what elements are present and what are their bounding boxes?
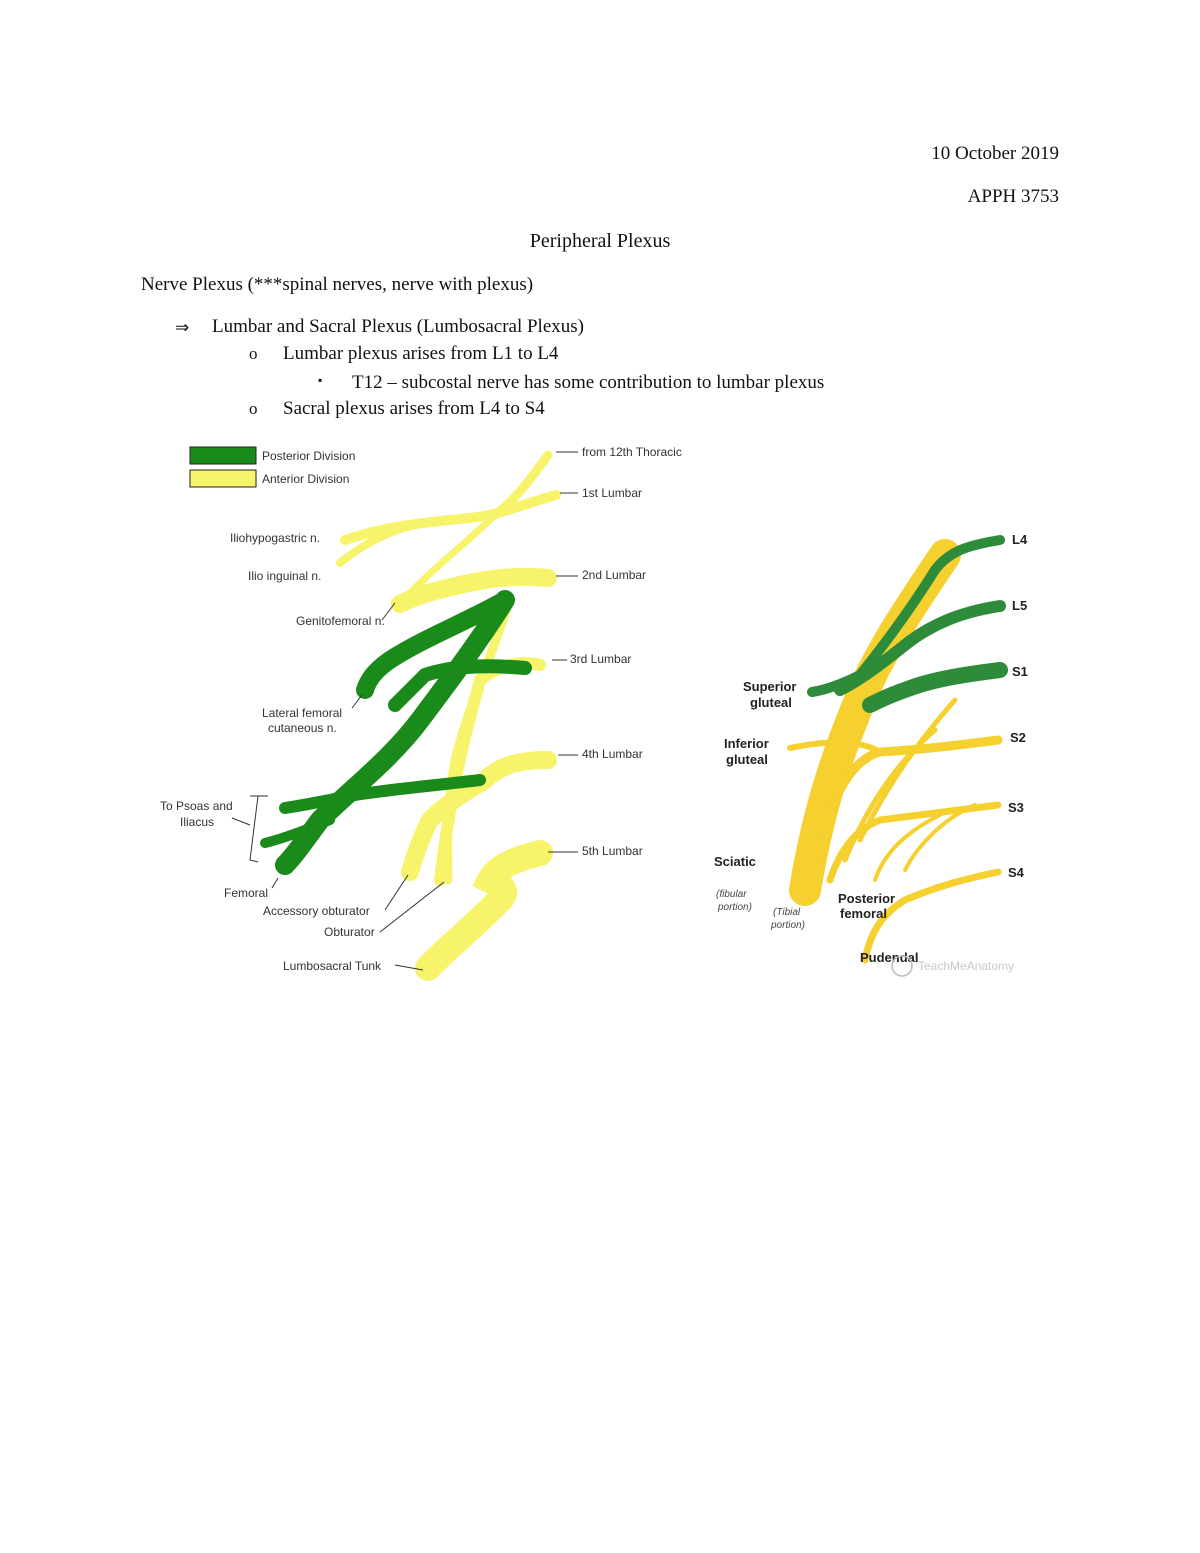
sacral-root-s3: S3 bbox=[1008, 800, 1024, 815]
fibular-portion-label-line2: portion) bbox=[718, 902, 752, 913]
legend-anterior-swatch bbox=[190, 470, 256, 487]
tibial-portion-label: (Tibial bbox=[773, 907, 801, 918]
sacral-root-l4: L4 bbox=[1012, 532, 1028, 547]
arrow-bullet-icon: ⇒ bbox=[175, 318, 190, 337]
tibial-portion-label-line2: portion) bbox=[771, 920, 805, 931]
watermark-text: TeachMeAnatomy bbox=[918, 959, 1015, 973]
lateral-femoral-label-line2: cutaneous n. bbox=[268, 721, 337, 735]
legend-anterior-label: Anterior Division bbox=[262, 472, 350, 486]
outline-level1: Lumbar and Sacral Plexus (Lumbosacral Plexus) bbox=[212, 316, 584, 337]
sacral-plexus-figure bbox=[714, 532, 1028, 976]
superior-gluteal-label: Superior bbox=[743, 679, 797, 694]
genitofemoral-label: Genitofemoral n. bbox=[296, 614, 385, 628]
root-label-l1: 1st Lumbar bbox=[582, 486, 643, 500]
intro-line: Nerve Plexus (***spinal nerves, nerve with plexus) bbox=[141, 274, 534, 295]
femoral-label: Femoral bbox=[224, 886, 269, 900]
ilioinguinal-label: Ilio inguinal n. bbox=[248, 569, 322, 583]
root-label-l3: 3rd Lumbar bbox=[570, 652, 632, 666]
inferior-gluteal-label-line2: gluteal bbox=[726, 752, 768, 767]
anterior-division-nerves bbox=[340, 455, 556, 968]
lateral-femoral-label: Lateral femoral bbox=[262, 706, 343, 720]
page-title: Peripheral Plexus bbox=[529, 230, 671, 252]
superior-gluteal-label-line2: gluteal bbox=[750, 695, 792, 710]
obturator-label: Obturator bbox=[324, 925, 375, 939]
accessory-obturator-label: Accessory obturator bbox=[263, 904, 370, 918]
root-label-l2: 2nd Lumbar bbox=[582, 568, 647, 582]
posterior-femoral-label-line2: femoral bbox=[840, 906, 887, 921]
root-label-l5: 5th Lumbar bbox=[582, 844, 643, 858]
posterior-femoral-label: Posterior bbox=[838, 891, 896, 906]
square-bullet-icon: ▪ bbox=[318, 373, 323, 387]
outline-level3: T12 – subcostal nerve has some contribution to lumbar plexus bbox=[352, 372, 825, 393]
document-date: 10 October 2019 bbox=[931, 143, 1059, 164]
lumbar-plexus-figure bbox=[160, 445, 682, 973]
sacral-root-s4: S4 bbox=[1008, 865, 1024, 880]
circle-bullet-icon: o bbox=[249, 399, 258, 418]
inferior-gluteal-label: Inferior bbox=[724, 736, 769, 751]
psoas-iliacus-label-line2: Iliacus bbox=[180, 815, 215, 829]
lumbosacral-trunk-label: Lumbosacral Tunk bbox=[283, 959, 382, 973]
iliohypogastric-label: Iliohypogastric n. bbox=[230, 531, 321, 545]
fibular-portion-label: (fibular bbox=[716, 889, 747, 900]
circle-bullet-icon: o bbox=[249, 344, 258, 363]
outline-level2-lumbar: Lumbar plexus arises from L1 to L4 bbox=[283, 343, 559, 364]
sciatic-label: Sciatic bbox=[714, 854, 756, 869]
sacral-root-s1: S1 bbox=[1012, 664, 1028, 679]
outline-level2-sacral: Sacral plexus arises from L4 to S4 bbox=[283, 398, 545, 419]
root-label-t12: from 12th Thoracic bbox=[582, 445, 682, 459]
sacral-root-l5: L5 bbox=[1012, 598, 1028, 613]
root-label-l4: 4th Lumbar bbox=[582, 747, 643, 761]
legend-posterior-swatch bbox=[190, 447, 256, 464]
legend-posterior-label: Posterior Division bbox=[262, 449, 356, 463]
course-code: APPH 3753 bbox=[967, 186, 1059, 207]
pudendal-label: Pudendal bbox=[860, 950, 919, 965]
psoas-iliacus-label: To Psoas and bbox=[160, 799, 233, 813]
sacral-root-s2: S2 bbox=[1010, 730, 1026, 745]
